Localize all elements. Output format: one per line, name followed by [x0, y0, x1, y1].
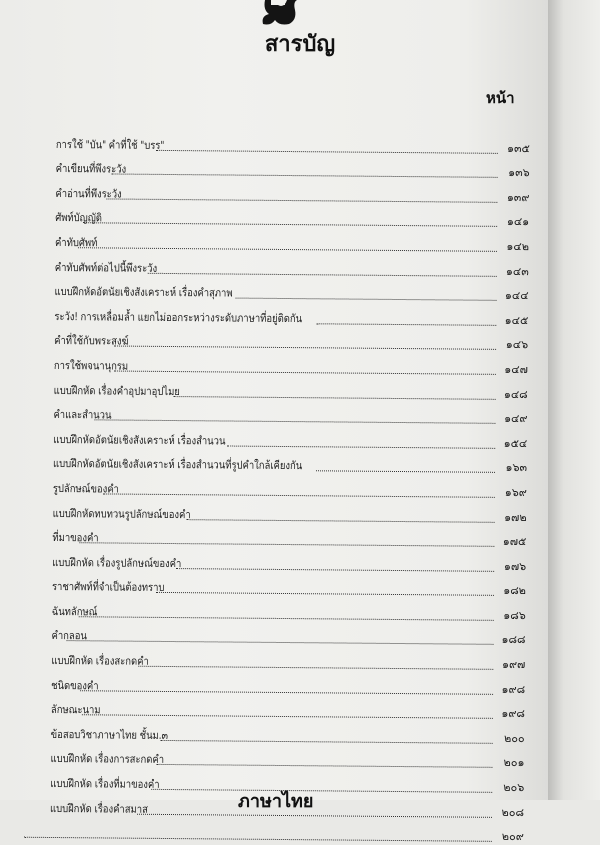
- toc-entry-page-number: ๒๐๘: [501, 805, 525, 819]
- toc-entry-page-number: ๑๖๙: [504, 485, 527, 500]
- toc-entry-page-number: ๑๗๒: [504, 510, 527, 524]
- toc-entry-label: แบบฝึกหัด เรื่องสะกดคำ: [51, 654, 149, 668]
- toc-entry-page-number: ๑๖๓: [505, 461, 528, 475]
- toc-entry: [52, 571, 526, 600]
- toc-entry-label: คำและสำนวน: [53, 408, 112, 422]
- footer-logo: ภาษาไทย: [238, 791, 314, 812]
- dot-leader: [174, 396, 496, 400]
- toc-entry-label: แบบฝึกหัดอัตนัยเชิงสังเคราะห์ เรื่องคำสุภาพ: [54, 285, 233, 300]
- toc-entry-label: คำเขียนที่พึงระวัง: [55, 162, 127, 176]
- dot-leader: [23, 837, 491, 842]
- toc-entry-page-number: ๑๔๓: [505, 264, 529, 278]
- toc-entry-page-number: ๑๔๒: [506, 239, 530, 254]
- toc-entry-label: แบบฝึกหัดทบทวนรูปลักษณ์ของคำ: [52, 506, 191, 521]
- toc-entry-page-number: ๑๔๑: [506, 215, 530, 229]
- toc-entry: [50, 817, 524, 845]
- dot-leader: [187, 519, 495, 523]
- toc-entry: [54, 325, 528, 354]
- toc-entry-page-number: ๑๘๒: [503, 584, 527, 598]
- dot-leader: [227, 445, 495, 448]
- toc-entry-page-number: ๑๙๗: [501, 657, 526, 672]
- toc-entry-label: ระวัง! การเหลื่อมล้ำ แยกไม่ออกระหว่างระดับภาษาที่อยู่ติดกัน: [54, 309, 303, 325]
- toc-entry-label: ลักษณะนาม: [50, 703, 101, 717]
- toc-entry-label: แบบฝึกหัด เรื่องคำอุปมาอุปไมย: [53, 383, 180, 398]
- toc-entry: [56, 128, 530, 157]
- toc-entry-page-number: ๒๐๖: [503, 780, 525, 795]
- dot-leader: [156, 149, 498, 153]
- toc-entry-page-number: ๑๔๖: [505, 338, 529, 352]
- toc-entry-label: แบบฝึกหัด เรื่องการสะกดคำ: [50, 752, 165, 767]
- toc-entry-page-number: ๑๓๙: [506, 190, 530, 204]
- toc-entry-label: แบบฝึกหัดอัตนัยเชิงสังเคราะห์ เรื่องสำนวนที่รูปคำใกล้เคียงกัน: [53, 457, 303, 473]
- toc-entry-page-number: ๑๓๖: [508, 166, 530, 180]
- toc-entry-page-number: ๑๔๗: [504, 362, 528, 377]
- dot-leader: [235, 298, 496, 301]
- toc-entry: [54, 276, 528, 305]
- toc-entry: [53, 423, 527, 452]
- toc-entry: [51, 718, 525, 747]
- toc-entry-label: คำกลอน: [51, 629, 87, 643]
- toc-entry-label: แบบฝึกหัด เรื่องรูปลักษณ์ของคำ: [52, 555, 182, 570]
- next-page-edge: [548, 0, 600, 800]
- toc-entry-label: คำที่ใช้กับพระสงฆ์: [54, 334, 129, 348]
- toc-entry-label: ชนิดของคำ: [51, 678, 99, 693]
- toc-entry-page-number: ๑๙๘: [501, 707, 525, 721]
- toc-entry-page-number: ๑๔๙: [504, 412, 528, 426]
- dot-leader: [161, 740, 493, 744]
- toc-entry-label: การใช้พจนานุกรม: [53, 358, 129, 373]
- dot-leader: [316, 323, 496, 326]
- toc-entry-label: คำทับศัพท์ต่อไปนี้พึงระวัง: [54, 260, 158, 275]
- toc-entry-label: แบบฝึกหัดอัตนัยเชิงสังเคราะห์ เรื่องสำนวน: [53, 432, 226, 448]
- dot-leader: [156, 592, 494, 596]
- toc-entry-page-number: ๑๔๕: [504, 313, 529, 327]
- toc-entry-label: รูปลักษณ์ของคำ: [52, 481, 119, 496]
- thai-ornament-icon: [257, 0, 303, 26]
- dot-leader: [156, 764, 492, 768]
- toc-entry: [53, 497, 527, 526]
- toc-entry-page-number: ๑๕๔: [503, 436, 528, 450]
- toc-entry-label: คำอ่านที่พึงระวัง: [55, 186, 122, 201]
- toc-entry: [51, 644, 525, 673]
- dot-leader: [316, 471, 495, 474]
- toc-entry-page-number: ๑๗๖: [503, 559, 527, 573]
- table-of-contents: [50, 128, 530, 845]
- toc-entry-label: ราชาศัพท์ที่จำเป็นต้องทราบ: [51, 580, 165, 595]
- toc-entry-label: การใช้ "บัน" คำที่ใช้ "บรร": [55, 137, 165, 152]
- toc-entry: [53, 448, 527, 477]
- toc-entry: [54, 300, 528, 329]
- dot-leader: [151, 789, 492, 793]
- toc-entry: [54, 349, 528, 378]
- toc-entry: [54, 374, 528, 403]
- toc-entry: [50, 743, 524, 772]
- toc-entry-page-number: ๑๔๘: [503, 387, 528, 401]
- toc-entry-label: แบบฝึกหัด เรื่องคำสมาส: [50, 801, 148, 816]
- page-column-header: หน้า: [486, 89, 515, 107]
- toc-entry-label: ที่มาของคำ: [52, 531, 99, 545]
- toc-entry-label: ศัพท์บัญญัติ: [55, 211, 103, 225]
- toc-entry-page-number: ๑๘๖: [503, 608, 526, 622]
- toc-entry-label: ฉันทลักษณ์: [51, 604, 98, 619]
- toc-entry-label: ข้อสอบวิชาภาษาไทย ชั้นม.๓: [50, 727, 169, 742]
- toc-entry-page-number: ๑๙๘: [501, 682, 526, 696]
- toc-entry-page-number: ๒๐๙: [501, 830, 524, 844]
- toc-entry-page-number: ๑๓๕: [506, 141, 530, 155]
- toc-entry-page-number: ๑๗๕: [502, 535, 527, 549]
- page-title: สารบัญ: [264, 32, 336, 57]
- toc-entry-page-number: ๒๐๐: [503, 731, 525, 745]
- dot-leader: [176, 568, 494, 572]
- toc-entry-page-number: ๑๔๔: [504, 289, 529, 303]
- toc-entry-page-number: ๑๘๘: [501, 633, 526, 647]
- toc-entry-label: คำทับศัพท์: [54, 235, 98, 250]
- dot-leader: [147, 272, 496, 276]
- toc-entry-page-number: ๒๐๑: [503, 756, 525, 770]
- toc-entry: [55, 251, 529, 280]
- toc-entry: [52, 546, 526, 575]
- toc-entry-label: แบบฝึกหัด เรื่องที่มาของคำ: [50, 777, 160, 791]
